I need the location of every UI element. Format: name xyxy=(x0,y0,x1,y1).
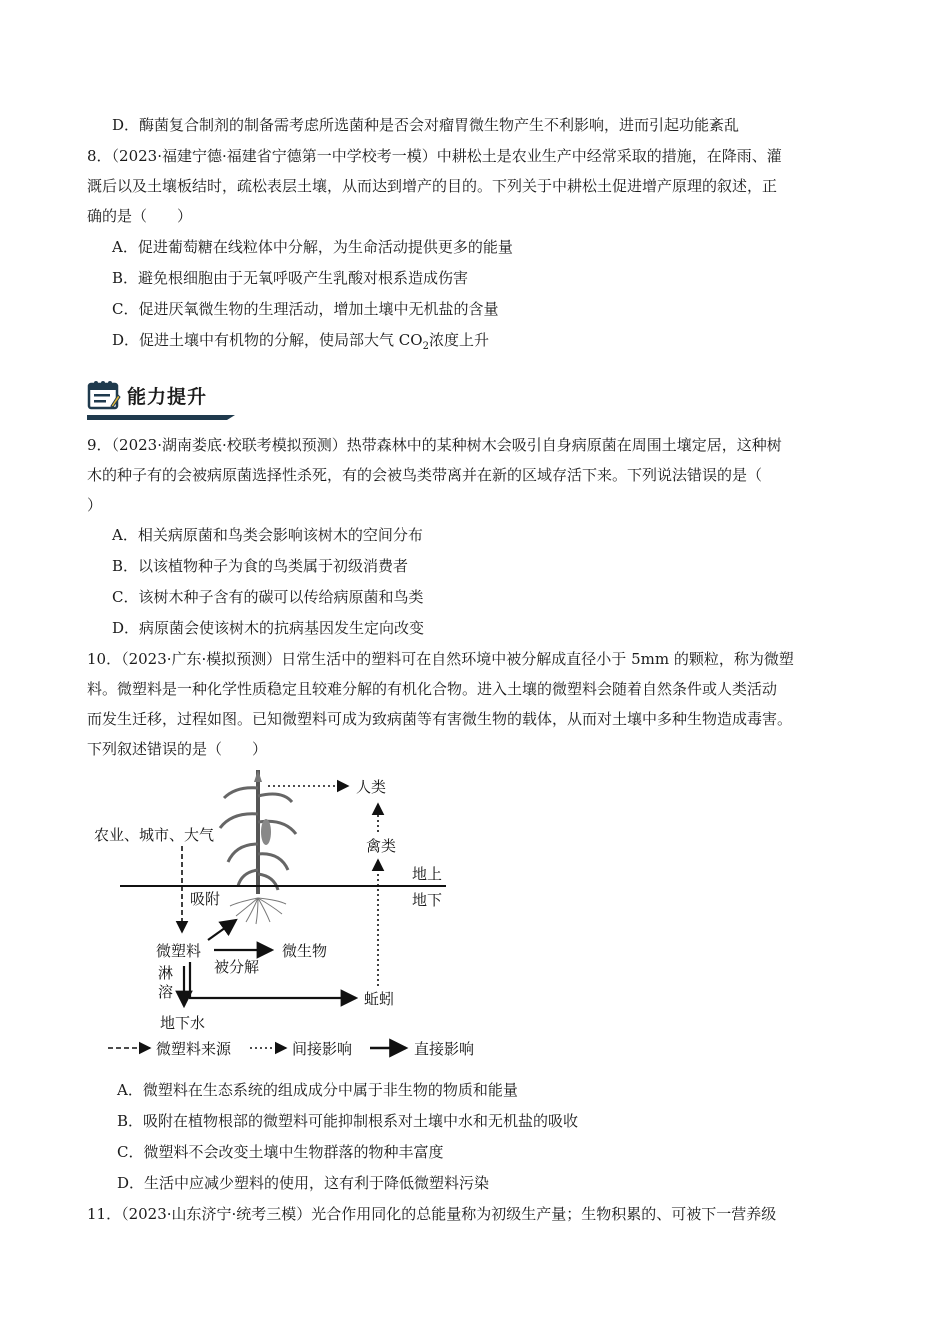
q8-option-b: B．避免根细胞由于无氧呼吸产生乳酸对根系造成伤害 xyxy=(112,269,469,287)
q8-stem-line1: 8．（2023·福建宁德·福建省宁德第一中学校考一模）中耕松土是农业生产中经常采取的措施，在降雨、灌 xyxy=(87,147,782,165)
diagram-below-ground-label: 地下 xyxy=(412,891,443,909)
diagram-microplastic-label: 微塑料 xyxy=(156,942,202,960)
q8-option-d-subscript: 2 xyxy=(422,341,429,352)
diagram-leach-label-2: 溶 xyxy=(158,983,174,1001)
q9-option-b: B．以该植物种子为食的鸟类属于初级消费者 xyxy=(112,557,409,575)
q8-option-d-tail: 浓度上升 xyxy=(428,331,489,349)
section-title: 能力提升 xyxy=(127,386,208,408)
q10-stem-line4: 下列叙述错误的是（ ） xyxy=(87,740,268,758)
q9-stem-line3: ） xyxy=(87,496,103,514)
q9-stem-line2: 木的种子有的会被病原菌选择性杀死，有的会被鸟类带离并在新的区域存活下来。下列说法错误的是（ xyxy=(87,466,763,484)
q9-option-c: C．该树木种子含有的碳可以传给病原菌和鸟类 xyxy=(112,588,424,606)
plant-roots-icon xyxy=(230,898,286,924)
q10-option-d: D．生活中应减少塑料的使用，这有利于降低微塑料污染 xyxy=(117,1174,490,1192)
diagram-microbe-label: 微生物 xyxy=(282,942,328,960)
diagram-birds-label: 禽类 xyxy=(366,837,397,855)
q8-option-d-text: D．促进土壤中有机物的分解，使局部大气 CO xyxy=(112,331,423,349)
q11-stem-line1: 11．（2023·山东济宁·统考三模）光合作用同化的总能量称为初级生产量；生物积累的、可被下一营养级 xyxy=(87,1205,777,1223)
q8-option-c: C．促进厌氧微生物的生理活动，增加土壤中无机盐的含量 xyxy=(112,300,499,318)
legend-indirect-label: 间接影响 xyxy=(292,1040,353,1058)
diagram-decomposed-label: 被分解 xyxy=(214,958,260,976)
diagram-earthworm-label: 蚯蚓 xyxy=(364,990,395,1008)
q10-stem-line2: 料。微塑料是一种化学性质稳定且较难分解的有机化合物。进入土壤的微塑料会随着自然条件或人类活动 xyxy=(87,680,778,698)
q8-stem-line3: 确的是（ ） xyxy=(87,207,193,225)
legend-source-label: 微塑料来源 xyxy=(156,1040,232,1058)
section-rule-tail xyxy=(227,415,235,420)
section-rule xyxy=(87,415,227,420)
diagram-adsorb-label: 吸附 xyxy=(190,890,221,908)
q10-option-c: C．微塑料不会改变土壤中生物群落的物种丰富度 xyxy=(117,1143,444,1161)
legend-direct-label: 直接影响 xyxy=(414,1040,475,1058)
notepad-icon xyxy=(87,380,121,410)
q9-stem-line1: 9．（2023·湖南娄底·校联考模拟预测）热带森林中的某种树木会吸引自身病原菌在周围土壤定居，这种树 xyxy=(87,436,782,454)
q9-option-a: A．相关病原菌和鸟类会影响该树木的空间分布 xyxy=(112,526,423,544)
q8-option-d xyxy=(112,330,489,357)
q10-option-b: B．吸附在植物根部的微塑料可能抑制根系对土壤中水和无机盐的吸收 xyxy=(117,1112,579,1130)
q8-option-a: A．促进葡萄糖在线粒体中分解，为生命活动提供更多的能量 xyxy=(112,238,513,256)
diagram-above-ground-label: 地上 xyxy=(412,865,443,883)
diagram-leach-label-1: 淋 xyxy=(158,964,174,982)
diagram-human-label: 人类 xyxy=(356,778,387,796)
q8-stem-line2: 溉后以及土壤板结时，疏松表层土壤，从而达到增产的目的。下列关于中耕松土促进增产原理的叙述，正 xyxy=(87,177,778,195)
diagram-sources-label: 农业、城市、大气 xyxy=(94,826,215,844)
corn-plant-icon xyxy=(220,770,296,894)
section-header xyxy=(87,378,237,422)
q10-stem-line1: 10．（2023·广东·模拟预测）日常生活中的塑料可在自然环境中被分解成直径小于 5mm 的颗粒，称为微塑 xyxy=(87,650,794,668)
diagram-legend xyxy=(108,1040,474,1058)
q9-option-d: D．病原菌会使该树木的抗病基因发生定向改变 xyxy=(112,619,425,637)
microplastic-migration-diagram xyxy=(86,766,506,1066)
diagram-groundwater-label: 地下水 xyxy=(160,1014,206,1032)
q10-stem-line3: 而发生迁移，过程如图。已知微塑料可成为致病菌等有害微生物的载体，从而对土壤中多种生物造成毒害。 xyxy=(87,710,793,728)
q10-option-a: A．微塑料在生态系统的组成成分中属于非生物的物质和能量 xyxy=(117,1081,518,1099)
q7-option-d: D．酶菌复合制剂的制备需考虑所选菌种是否会对瘤胃微生物产生不利影响，进而引起功能紊乱 xyxy=(112,116,740,134)
